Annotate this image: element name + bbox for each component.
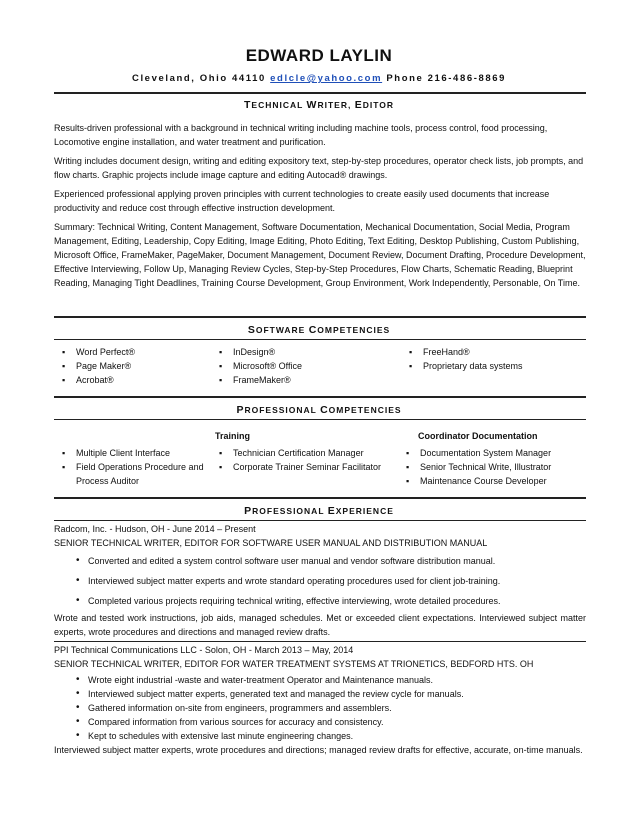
divider-professional (54, 396, 586, 398)
software-item: ▪ FreeHand® (405, 345, 585, 359)
software-item: ▪ FrameMaker® (215, 373, 385, 387)
summary-paragraph-1: Results-driven professional with a background in technical writing including machine tools, process control, food processing, Locomotive engine installation, and water treatment and purification. (54, 123, 548, 147)
job-title: SENIOR TECHNICAL WRITER, EDITOR FOR SOFTWARE USER MANUAL AND DISTRIBUTION MANUAL (54, 538, 488, 548)
training-column-heading: Training (215, 431, 251, 441)
divider-software-bottom (54, 339, 586, 340)
professional-competencies-heading: PROFESSIONAL COMPETENCIES (236, 404, 402, 416)
summary-block (54, 121, 586, 290)
professional-list-3 (402, 446, 592, 488)
divider-job (54, 641, 586, 642)
summary-paragraph-2: Writing includes document design, writing and editing expository text, step-by-step procedures, operator check lists, job prompts, and flow charts. Graphic projects include image capture and editing Autocad® drawings. (54, 156, 584, 180)
divider-software (54, 316, 586, 318)
software-item: ▪ Word Perfect® (58, 345, 208, 359)
job-title-heading: TECHNICAL WRITER, EDITOR (243, 99, 394, 111)
contact-line (0, 73, 638, 84)
divider-professional-bottom (54, 419, 586, 420)
job-bullet: • Interviewed subject matter experts, generated text and managed the review cycle for manuals. (54, 687, 586, 701)
software-item: ▪ Acrobat® (58, 373, 208, 387)
professional-list-1 (58, 446, 208, 488)
competency-item: ▪ Corporate Trainer Seminar Facilitator (215, 460, 393, 474)
divider-experience (54, 497, 586, 499)
professional-list-2 (215, 446, 393, 474)
job-title: SENIOR TECHNICAL WRITER, EDITOR FOR WATER TREATMENT SYSTEMS AT TRIONETICS, BEDFORD HTS. OH (54, 659, 534, 669)
job-company: Radcom, Inc. - Hudson, OH - June 2014 – Present (54, 524, 256, 534)
competency-item: ▪ Multiple Client Interface (58, 446, 208, 460)
competency-item: ▪ Maintenance Course Developer (402, 474, 592, 488)
job-bullet: • Interviewed subject matter experts and wrote standard operating procedures used for client job-training. (54, 574, 586, 588)
job-summary: Interviewed subject matter experts, wrote procedures and directions; managed review drafts for effective, accurate, on-time manuals. (54, 745, 583, 755)
divider-top (54, 92, 586, 94)
software-list-2 (215, 345, 385, 387)
software-competencies-heading: SOFTWARE COMPETENCIES (247, 324, 391, 336)
contact-city: Cleveland, Ohio 44110 (131, 73, 266, 84)
job-summary: Wrote and tested work instructions, job aids, managed schedules. Met or exceeded client expectations. Interviewed subject matter experts, wrote procedures and directions and managed review drafts. (54, 613, 586, 637)
job-company: PPI Technical Communications LLC - Solon, OH - March 2013 – May, 2014 (54, 645, 354, 655)
competency-item: ▪ Senior Technical Write, Illustrator (402, 460, 592, 474)
job-entry-radcom (54, 522, 586, 639)
competency-item: ▪ Documentation System Manager (402, 446, 592, 460)
software-list-3 (405, 345, 585, 373)
summary-paragraph-3: Experienced professional applying proven principles with current technologies to create easily used documents that increase productivity and reduce cost through effective instruction development. (54, 189, 550, 213)
job-bullet: • Completed various projects requiring technical writing, effective interviewing, wrote detailed procedures. (54, 594, 586, 608)
competency-item: ▪ Field Operations Procedure and Process Auditor (58, 460, 208, 488)
job-entry-ppi (54, 643, 586, 757)
contact-email-link[interactable]: edlcle@yahoo.com (270, 73, 383, 84)
software-item: ▪ InDesign® (215, 345, 385, 359)
contact-phone: Phone 216-486-8869 (386, 73, 507, 84)
candidate-name: EDWARD LAYLIN (245, 46, 393, 65)
summary-keywords: Summary: Technical Writing, Content Management, Software Documentation, Mechanical Documentation, Social Media, Program Management, Editing, Leadership, Copy Editing, Image Editing, Photo Editing, Text Editing, Desktop Publishing, Custom Publishing, Microsoft Office, FrameMaker, PageMaker, Document Management, Document Review, Document Drafting, Procedure Development, Effective Interviewing, Follow Up, Managing Review Cycles, Step-by-Step Procedures, Flow Charts, Schematic Reading, Blueprint Reading, Managing Tight Deadlines, Training Course Development, Group Environment, Work Independently, Personable, On Time. (54, 222, 586, 288)
competency-item: ▪ Technician Certification Manager (215, 446, 393, 460)
software-item: ▪ Page Maker® (58, 359, 208, 373)
software-list-1 (58, 345, 208, 387)
job-bullet: • Converted and edited a system control software user manual and vendor software distribution manual. (54, 554, 586, 568)
job-bullet: • Gathered information on-site from engineers, programmers and assemblers. (54, 701, 586, 715)
software-item: ▪ Microsoft® Office (215, 359, 385, 373)
software-item: ▪ Proprietary data systems (405, 359, 585, 373)
divider-experience-bottom (54, 520, 586, 521)
job-bullet: • Wrote eight industrial -waste and water-treatment Operator and Maintenance manuals. (54, 673, 586, 687)
professional-experience-heading: PROFESSIONAL EXPERIENCE (244, 505, 394, 517)
job-bullet: • Compared information from various sources for accuracy and consistency. (54, 715, 586, 729)
coordinator-column-heading: Coordinator Documentation (418, 431, 538, 441)
job-bullet: • Kept to schedules with extensive last minute engineering changes. (54, 729, 586, 743)
